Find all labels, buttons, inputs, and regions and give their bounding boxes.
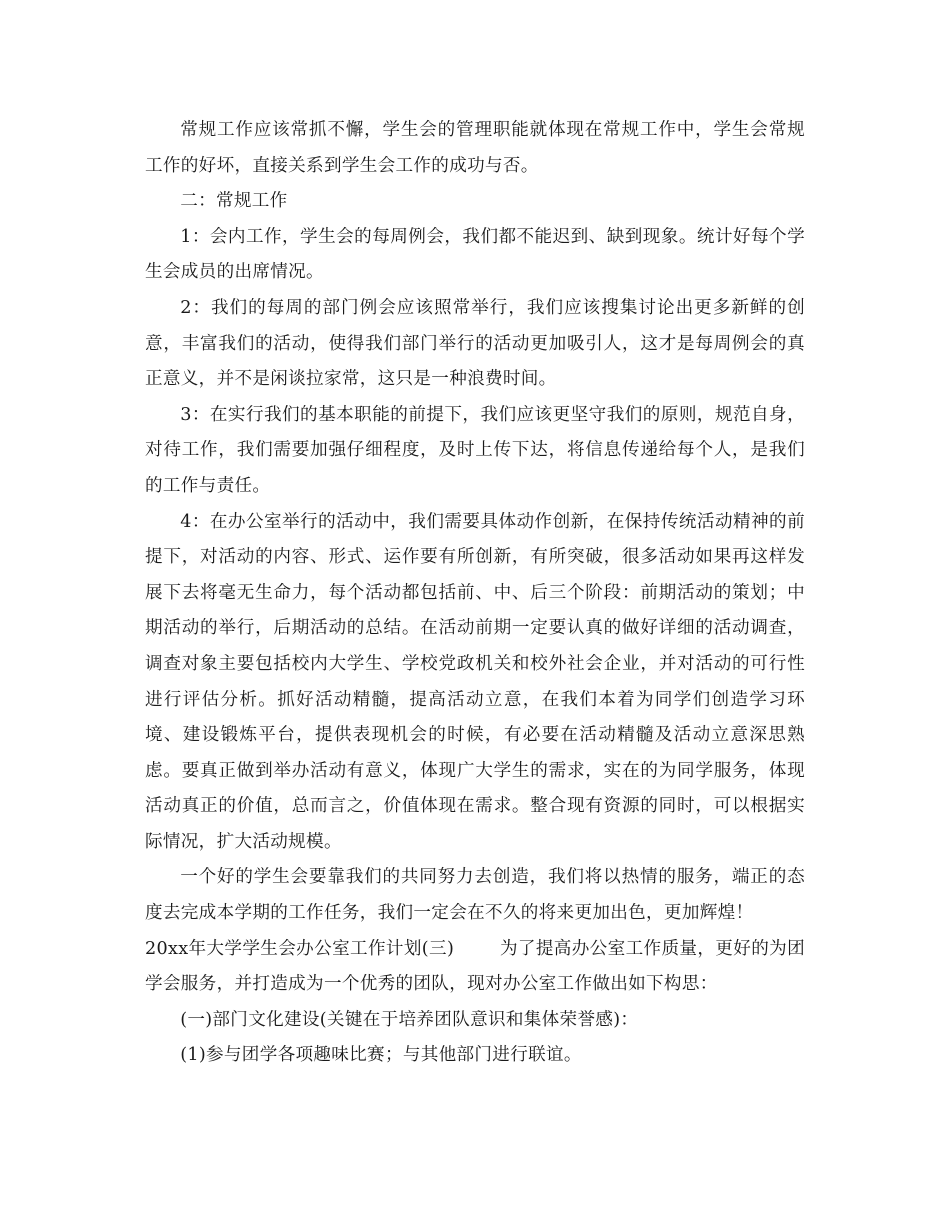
paragraph-routine-intro: 常规工作应该常抓不懈，学生会的管理职能就体现在常规工作中，学生会常规工作的好坏，直接关系到学生会工作的成功与否。	[145, 120, 805, 176]
paragraph-plan-three	[145, 932, 805, 1003]
paragraph-item-3: 3：在实行我们的基本职能的前提下，我们应该更坚守我们的原则，规范自身，对待工作，我们需要加强仔细程度，及时上传下达，将信息传递给每个人，是我们的工作与责任。	[145, 404, 805, 496]
paragraph-closing: 一个好的学生会要靠我们的共同努力去创造，我们将以热情的服务，端正的态度去完成本学期的工作任务，我们一定会在不久的将来更加出色，更加辉煌！	[145, 867, 805, 924]
document-page	[145, 113, 805, 1074]
section-heading-routine-work: 二：常规工作	[180, 191, 288, 212]
paragraph-item-4: 4：在办公室举行的活动中，我们需要具体动作创新，在保持传统活动精神的前提下，对活动的内容、形式、运作要有所创新，有所突破，很多活动如果再这样发展下去将毫无生命力，每个活动都包括前、中、后三个阶段：前期活动的策划；中期活动的举行，后期活动的总结。在活动前期一定要认真的做好详细的活动调查，调查对象主要包括校内大学生、学校党政机关和校外社会企业，并对活动的可行性进行评估分析。抓好活动精髓，提高活动立意，在我们本着为同学们创造学习环境、建设锻炼平台，提供表现机会的时候，有必要在活动精髓及活动立意深思熟虑。要真正做到举办活动有意义，体现广大学生的需求，实在的为同学服务，体现活动真正的价值，总而言之，价值体现在需求。整合现有资源的同时，可以根据实际情况，扩大活动规模。	[145, 511, 805, 852]
paragraph-item-1: 1：会内工作，学生会的每周例会，我们都不能迟到、缺到现象。统计好每个学生会成员的出席情况。	[145, 226, 805, 283]
list-item-1: (1)参与团学各项趣味比赛；与其他部门进行联谊。	[180, 1045, 582, 1066]
plan-title: 20xx年大学学生会办公室工作计划(三)	[145, 938, 455, 959]
plan-intro: 为了提高办公室工作质量，更好的为团学会服务，并打造成为一个优秀的团队，现对办公室工作做出如下构思：	[145, 938, 805, 995]
section-heading-culture: (一)部门文化建设(关键在于培养团队意识和集体荣誉感)：	[180, 1009, 639, 1030]
paragraph-item-2: 2：我们的每周的部门例会应该照常举行，我们应该搜集讨论出更多新鲜的创意，丰富我们的活动，使得我们部门举行的活动更加吸引人，这才是每周例会的真正意义，并不是闲谈拉家常，这只是一种浪费时间。	[145, 297, 805, 390]
